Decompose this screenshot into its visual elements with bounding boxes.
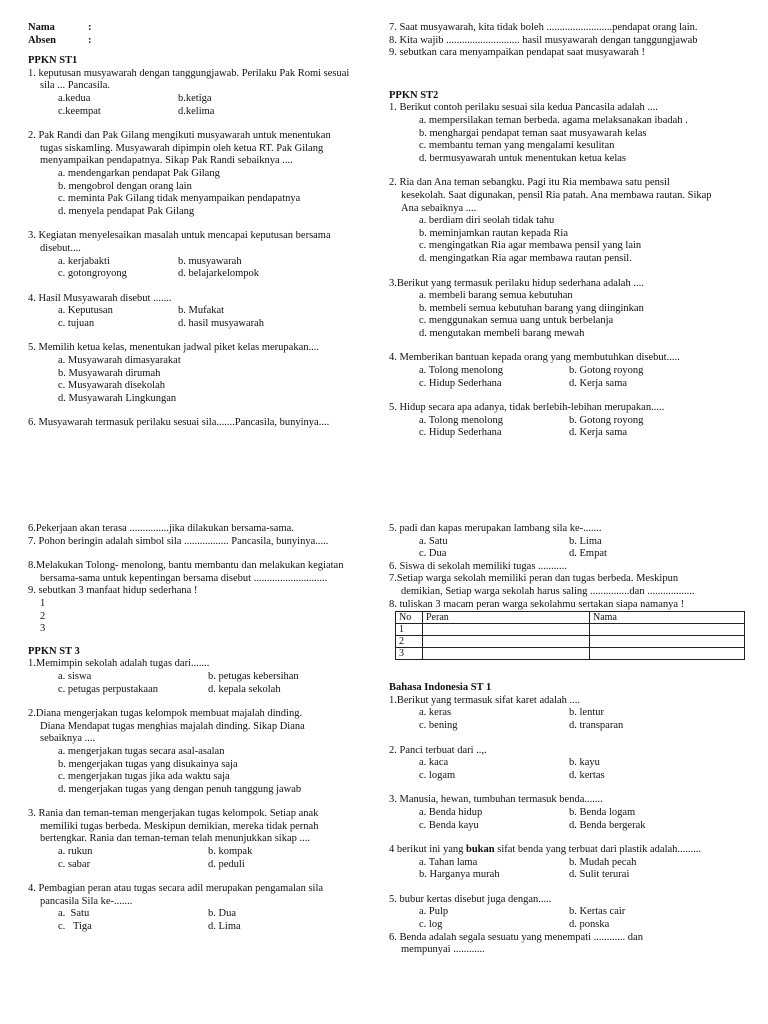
question-1 — [389, 695, 741, 733]
option-d: d. Benda bergerak — [569, 819, 646, 831]
option-b: b. Mufakat — [178, 305, 225, 317]
option-b: b. Benda logam — [569, 806, 636, 818]
cell-peran[interactable] — [423, 636, 590, 648]
option-b: b. Mudah pecah — [569, 856, 637, 868]
option-c: c. meminta Pak Gilang tidak menyampaikan pendapatnya — [58, 193, 301, 205]
option-c: c. mengingatkan Ria agar membawa pensil yang lain — [419, 240, 642, 252]
question-6: 6. Siswa di sekolah memiliki tugas ........... — [389, 560, 567, 572]
option-c: c. bening — [419, 719, 458, 731]
question-3 — [389, 278, 741, 341]
option-d: d. bermusyawarah untuk menentukan ketua kelas — [419, 152, 627, 164]
option-a: a. siswa — [58, 670, 92, 682]
option-d: d. Musyawarah Lingkungan — [58, 392, 177, 404]
question-2 — [28, 130, 378, 218]
question-1 — [28, 658, 378, 696]
option-b: b. musyawarah — [178, 255, 242, 267]
question-text: 1. Berikut contoh perilaku sesuai sila kedua Pancasila adalah .... — [389, 102, 658, 114]
question-text-cont: memiliki tugas berbeda. Meskipun demikian, mereka tidak pernah — [40, 820, 319, 832]
option-d: d. peduli — [208, 858, 245, 870]
question-7 — [389, 573, 741, 598]
question-4 — [28, 293, 378, 331]
section-title-ppkn-st1: PPKN ST1 — [28, 55, 78, 67]
question-5 — [389, 894, 741, 932]
options — [28, 256, 378, 281]
option-c: c. logam — [419, 769, 456, 781]
option-c: b. Harganya murah — [419, 869, 500, 881]
option-a: a. membeli barang semua kebutuhan — [419, 290, 573, 302]
nama-colon: : — [88, 22, 92, 33]
option-c: c. Hidup Sederhana — [419, 377, 502, 389]
option-c: c. log — [419, 919, 443, 931]
option-a: a. mengerjakan tugas secara asal-asalan — [58, 745, 225, 757]
option-c: c. menggunakan semua uang untuk berbelanja — [419, 315, 614, 327]
option-b: b. kayu — [569, 757, 600, 769]
column-header-no: No — [396, 612, 423, 624]
question-6 — [389, 932, 741, 957]
answer-line-2: 2 — [40, 610, 46, 622]
options — [389, 365, 741, 390]
table-header-row — [396, 612, 745, 624]
option-a: a. Tolong menolong — [419, 414, 503, 426]
question-text-cont: bersama-sama untuk kepentingan bersama disebut ............................ — [40, 572, 328, 584]
question-text: 5. Memilih ketua kelas, menentukan jadwal piket kelas merupakan.... — [28, 342, 319, 354]
option-b: b. membeli semua kebutuhan barang yang diinginkan — [419, 302, 644, 314]
right-column-top — [389, 22, 741, 440]
option-d: d. Empat — [569, 548, 607, 560]
absen-label: Absen — [28, 34, 57, 46]
cell-nama[interactable] — [590, 648, 745, 660]
option-a: a. Satu — [58, 908, 90, 920]
question-text: 3. Kegiatan menyelesaikan masalah untuk mencapai keputusan bersama — [28, 230, 331, 242]
cell-no: 2 — [396, 636, 423, 648]
table-row — [396, 648, 745, 660]
question-text: 2.Diana mengerjakan tugas kelompok membuat majalah dinding. — [28, 708, 303, 720]
question-text-cont: Diana Mendapat tugas menghias majalah dinding. Sikap Diana — [40, 720, 305, 732]
question-4 — [389, 352, 741, 390]
question-text: 5. padi dan kapas merupakan lambang sila ke-....... — [389, 523, 602, 534]
options — [389, 536, 741, 561]
option-d: d. kepala sekolah — [208, 683, 281, 695]
option-a: a. Tahan lama — [419, 856, 478, 868]
cell-nama[interactable] — [590, 636, 745, 648]
question-text: 3. Manusia, hewan, tumbuhan termasuk benda....... — [389, 794, 603, 806]
option-c: c. sabar — [58, 858, 91, 870]
question-text: 4. Hasil Musyawarah disebut ....... — [28, 292, 172, 304]
option-b: b. Gotong royong — [569, 365, 644, 377]
question-5 — [389, 402, 741, 440]
option-d: d. kertas — [569, 769, 605, 781]
question-text: 3. Rania dan teman-teman mengerjakan tugas kelompok. Setiap anak — [28, 808, 319, 820]
table-row — [396, 624, 745, 636]
question-text: 7.Setiap warga sekolah memiliki peran dan tugas berbeda. Meskipun — [389, 573, 679, 585]
question-text-cont: pancasila Sila ke-....... — [40, 895, 133, 907]
column-header-peran: Peran — [423, 612, 590, 624]
option-d: d. transparan — [569, 719, 624, 731]
question-5 — [28, 342, 378, 405]
question-3 — [28, 808, 378, 871]
question-1 — [28, 68, 378, 118]
options — [389, 757, 741, 782]
question-text: 4. Pembagian peran atau tugas secara adil merupakan pengamalan sila — [28, 883, 324, 895]
question-text — [389, 844, 741, 857]
question-4 — [389, 844, 741, 882]
option-a: a. mendengarkan pendapat Pak Gilang — [58, 167, 220, 179]
option-d: d. mengutakan membeli barang mewah — [419, 327, 585, 339]
option-d: d.kelima — [178, 105, 215, 117]
question-7: 7. Saat musyawarah, kita tidak boleh .........................pendapat orang lain. — [389, 22, 698, 33]
option-b: b. menghargai pendapat teman saat musyawarah kelas — [419, 127, 647, 139]
question-text-cont: disebut.... — [40, 242, 81, 254]
question-2 — [389, 745, 741, 783]
question-text: 5. Hidup secara apa adanya, tidak berlebih-lebihan merupakan..... — [389, 402, 665, 414]
left-column-bottom — [28, 523, 378, 934]
options — [389, 906, 741, 931]
answer-line-3: 3 — [40, 623, 46, 635]
question-text-cont: menyampaikan pendapatnya. Sikap Pak Randi sebaiknya .... — [40, 155, 293, 167]
option-b: b. lentur — [569, 707, 604, 719]
cell-no: 1 — [396, 624, 423, 636]
option-c: c.keempat — [58, 105, 101, 117]
question-text-cont: mempunyai ............ — [401, 944, 485, 956]
option-c: c. Hidup Sederhana — [419, 427, 502, 439]
option-d: d. hasil musyawarah — [178, 317, 265, 329]
question-text-cont: demikian, Setiap warga sekolah harus saling ...............dan .................. — [401, 585, 695, 597]
option-a: a. berdiam diri seolah tidak tahu — [419, 215, 555, 227]
question-text: 1.Memimpin sekolah adalah tugas dari....... — [28, 658, 210, 670]
question-2 — [28, 708, 378, 796]
options — [389, 857, 741, 882]
question-6: 6.Pekerjaan akan terasa ...............jika dilakukan bersama-sama. — [28, 523, 294, 534]
option-d: d. belajarkelompok — [178, 268, 260, 280]
question-1 — [389, 102, 741, 165]
section-title-ppkn-st2: PPKN ST2 — [389, 89, 439, 101]
question-7: 7. Pohon beringin adalah simbol sila ................. Pancasila, bunyinya..... — [28, 535, 329, 547]
peran-table — [395, 611, 745, 660]
option-b: b. meminjamkan rautan kepada Ria — [419, 227, 568, 239]
option-d: d. Kerja sama — [569, 377, 628, 389]
options — [28, 305, 378, 330]
question-text-cont: tugas siskamling. Musyawarah dipimpin oleh ketua RT. Pak Gilang — [40, 142, 324, 154]
option-c: c. Tiga — [58, 921, 92, 933]
option-d: d. ponska — [569, 919, 610, 931]
option-c: c. mengerjakan tugas jika ada waktu saja — [58, 771, 230, 783]
nama-row — [28, 22, 378, 35]
option-a: a. Satu — [419, 535, 448, 547]
options — [28, 671, 378, 696]
cell-peran[interactable] — [423, 648, 590, 660]
question-text: 2. Pak Randi dan Pak Gilang mengikuti musyawarah untuk menentukan — [28, 130, 331, 142]
options — [389, 807, 741, 832]
option-b: b.ketiga — [178, 92, 212, 104]
option-a: a.kedua — [58, 92, 91, 104]
cell-no: 3 — [396, 648, 423, 660]
option-b: b. kompak — [208, 846, 253, 858]
question-4 — [28, 883, 378, 933]
options — [389, 707, 741, 732]
question-text-cont: Ana sebaiknya .... — [401, 202, 477, 214]
question-text-pre: 4 berikut ini yang — [389, 844, 466, 856]
question-text: 5. bubur kertas disebut juga dengan..... — [389, 893, 552, 905]
options — [389, 415, 741, 440]
question-text: 3.Berikut yang termasuk perilaku hidup sederhana adalah .... — [389, 277, 644, 289]
question-5 — [389, 523, 741, 561]
option-c: c. Benda kayu — [419, 819, 479, 831]
option-d: d. Sulit terurai — [569, 869, 630, 881]
question-3 — [28, 230, 378, 280]
option-a: a. Musyawarah dimasyarakat — [58, 355, 181, 367]
question-text: 8.Melakukan Tolong- menolong, bantu membantu dan melakukan kegiatan — [28, 560, 344, 572]
options — [28, 846, 378, 871]
options — [28, 908, 378, 933]
question-text: 4. Memberikan bantuan kepada orang yang membutuhkan disebut..... — [389, 352, 680, 364]
option-a: a. kerjabakti — [58, 255, 110, 267]
question-8 — [28, 560, 378, 585]
question-2 — [389, 177, 741, 265]
option-b: b. Lima — [569, 535, 602, 547]
question-text-bold: bukan — [466, 844, 495, 856]
cell-peran[interactable] — [423, 624, 590, 636]
nama-label: Nama — [28, 22, 55, 33]
left-column-top — [28, 22, 378, 430]
option-c: c. Musyawarah disekolah — [58, 380, 166, 392]
option-a: a. Keputusan — [58, 305, 113, 317]
question-text-cont: sila ... Pancasila. — [40, 80, 110, 92]
option-c: c. petugas perpustakaan — [58, 683, 159, 695]
option-b: b. mengobrol dengan orang lain — [58, 180, 192, 192]
option-b: b. Dua — [208, 908, 236, 920]
question-text: 6. Benda adalah segala sesuatu yang menempati ............ dan — [389, 931, 643, 943]
question-text-cont: sebaiknya .... — [40, 733, 96, 745]
question-text-post: sifat benda yang terbuat dari plastik adalah......... — [494, 844, 702, 856]
option-a: a. rukun — [58, 846, 93, 858]
option-c: c. Dua — [419, 548, 447, 560]
option-d: d. menyela pendapat Pak Gilang — [58, 205, 195, 217]
question-text: 1.Berikut yang termasuk sifat karet adalah .... — [389, 694, 580, 706]
option-b: b. mengerjakan tugas yang disukainya saja — [58, 758, 238, 770]
question-6: 6. Musyawarah termasuk perilaku sesuai sila.......Pancasila, bunyinya.... — [28, 417, 330, 429]
question-text: 1. keputusan musyawarah dengan tanggungjawab. Perilaku Pak Romi sesuai — [28, 67, 350, 79]
option-d: d. mengingatkan Ria agar membawa rautan pensil. — [419, 252, 632, 264]
option-c: c. membantu teman yang mengalami kesulitan — [419, 140, 615, 152]
section-title-bahasa-indonesia: Bahasa Indonesia ST 1 — [389, 682, 492, 694]
question-text: 9. sebutkan 3 manfaat hidup sederhana ! — [28, 585, 198, 597]
question-text-cont: bertengkar. Rania dan teman-teman telah menunjukkan sikap .... — [40, 833, 310, 845]
option-c: c. gotongroyong — [58, 268, 127, 280]
question-3 — [389, 794, 741, 832]
option-d: d. Lima — [208, 921, 241, 933]
option-b: b. Kertas cair — [569, 906, 626, 918]
answer-line-1: 1 — [40, 597, 46, 609]
option-b: b. petugas kebersihan — [208, 670, 299, 682]
table-row — [396, 636, 745, 648]
absen-row — [28, 35, 378, 48]
option-a: a. kaca — [419, 757, 449, 769]
option-b: b. Gotong royong — [569, 414, 644, 426]
section-title-ppkn-st3: PPKN ST 3 — [28, 645, 80, 657]
question-8: 8. Kita wajib ............................ hasil musyawarah dengan tanggungjawab — [389, 34, 698, 46]
absen-colon: : — [88, 34, 92, 46]
question-text-cont: kesekolah. Saat digunakan, pensil Ria patah. Ana membawa rautan. Sikap — [401, 189, 712, 201]
right-column-bottom — [389, 523, 741, 957]
column-header-nama: Nama — [590, 612, 745, 624]
option-a: a. Pulp — [419, 906, 449, 918]
option-a: a. mempersilakan teman berbeda. agama melaksanakan ibadah . — [419, 114, 688, 126]
question-9 — [28, 585, 378, 635]
question-text: 2. Ria dan Ana teman sebangku. Pagi itu Ria membawa satu pensil — [389, 177, 670, 189]
option-a: a. Benda hidup — [419, 806, 483, 818]
option-d: d. mengerjakan tugas yang dengan penuh tanggung jawab — [58, 783, 302, 795]
question-text: 2. Panci terbuat dari ..,. — [389, 744, 487, 756]
option-b: b. Musyawarah dirumah — [58, 367, 161, 379]
cell-nama[interactable] — [590, 624, 745, 636]
question-9: 9. sebutkan cara menyampaikan pendapat saat musyawarah ! — [389, 47, 645, 59]
options — [28, 93, 378, 118]
option-c: c. tujuan — [58, 317, 95, 329]
question-8: 8. tuliskan 3 macam peran warga sekolahmu sertakan siapa namanya ! — [389, 598, 685, 610]
option-a: a. keras — [419, 707, 452, 719]
option-a: a. Tolong menolong — [419, 365, 503, 377]
option-d: d. Kerja sama — [569, 427, 628, 439]
